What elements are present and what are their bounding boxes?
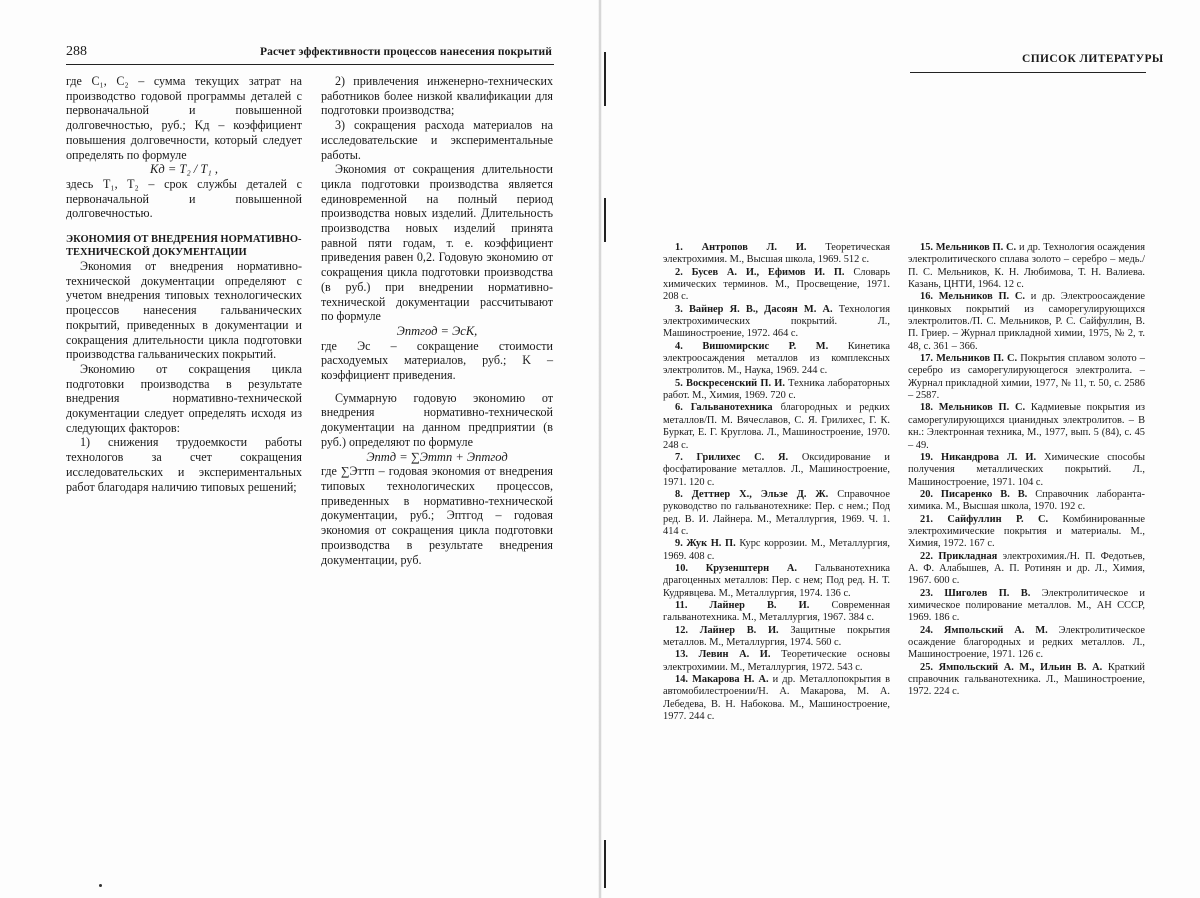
bibliography-column-1 [663,242,890,723]
page-number: 288 [66,44,87,59]
bibliography-column-2 [908,242,1145,699]
reference-author: 8. Деттнер Х., Эльзе Д. Ж. [675,488,829,500]
reference-text: и др. Электроосаждение цинковых покрытий из саморегулирующихся электролитов./П. С. Мельников, Р. С. Сайфуллин, В. П. Гриер. – Журнал прикладной химии, 1975, № 2, т. 48, с. 361 – 366. [908,291,1145,352]
reference-author: 15. Мельников П. С. [920,242,1017,253]
reference-text: благородных и редких металлов/П. М. Вячеславов, С. Я. Грилихес, Г. К. Буркат, Е. Г. Круглова. Л., Машиностроение, 1970. 248 с. [663,402,890,451]
reference-author: 14. Макарова Н. А. [675,674,769,686]
reference-author: 21. Сайфуллин Р. С. [920,513,1049,525]
paragraph: где C₁, C₂ – сумма текущих затрат на производство годовой программы деталей с первоначальной и повышенной долговечностью, руб.; Kд – коэффициент повышения долговечности, который следует определять по формуле [66,74,302,162]
reference-text: Гальванотехника драгоценных металлов: Пер. с нем; Под ред. Н. Т. Кудрявцева. М., Металлургия, 1974. 136 с. [663,562,891,599]
reference-text: Технология электрохимических покрытий. Л., Машиностроение, 1972. 464 с. [663,303,890,340]
reference-entry [663,267,890,304]
reference-author: 4. Вишомирскис Р. М. [675,340,829,352]
reference-author: 16. Мельников П. С. [920,291,1025,303]
paragraph: здесь T₁, T₂ – срок службы деталей с первоначальной и повышенной долговечностью. [66,176,302,221]
paragraph: Экономию от сокращения цикла подготовки производства в результате внедрения нормативно-технической документации следует определять исходя из следующих факторов: [66,361,302,435]
running-head: Расчет эффективности процессов нанесения покрытий [260,46,552,58]
reference-entry [908,551,1145,588]
reference-text: Теоретическая электрохимия. М., Высшая школа, 1969. 512 с. [663,242,890,266]
reference-entry [663,489,890,538]
reference-entry [908,291,1145,353]
reference-author: 1. Антропов Л. И. [675,242,807,253]
reference-text: Электролитическое осаждение благородных и редких металлов. Л., Машиностроение, 1971. 126 с. [908,624,1145,661]
reference-entry [908,489,1145,514]
reference-author: 2. Бусев А. И., Ефимов И. П. [675,266,845,278]
reference-entry [908,452,1145,489]
reference-text: электрохимия./Н. П. Федотьев, А. Ф. Алабышев, А. П. Ротинян и др. Л., Химия, 1967. 600 с. [908,550,1145,587]
reference-text: Защитные покрытия металлов. М., Металлургия, 1974. 560 с. [663,624,890,648]
reference-entry [663,452,890,489]
reference-entry [663,378,890,403]
header-rule [66,64,554,65]
reference-author: 24. Ямпольский А. М. [920,624,1048,636]
reference-author: 19. Никандрова Л. И. [920,451,1037,463]
reference-entry [908,514,1145,551]
reference-author: 10. Крузенштерн А. [675,562,798,574]
section-heading: ЭКОНОМИЯ ОТ ВНЕДРЕНИЯ НОРМАТИВНО-ТЕХНИЧЕСКОЙ ДОКУМЕНТАЦИИ [66,234,302,259]
reference-text: Современная гальванотехника. М., Металлургия, 1967. 384 с. [663,599,890,624]
reference-text: Электролитическое и химическое полирование металлов. М., АН СССР, 1969. 186 с. [908,587,1145,624]
reference-text: и др. Технология осаждения электролитического сплава золото – серебро – медь./П. С. Мельников, К. Н. Любимова, Т. Н. Валиева. Казань, ЦНТИ, 1964. 12 с. [908,242,1145,291]
reference-text: Комбинированные электрохимические покрытия и материалы. М., Химия, 1972. 167 с. [908,513,1145,550]
reference-entry [663,625,890,650]
reference-entry [663,563,890,600]
paragraph: Экономия от сокращения длительности цикла подготовки производства является единовременной на полный период производства новых изделий. Длительность производства новых изделий принята равной пяти годам, т. е. коэффициент приведения равен 0,2. Годовую экономию от сокращения цикла подготовки производства (в руб.) при внедрении нормативно-технической документации рассчитывают по формуле [321,162,553,324]
text-column-2 [321,74,553,567]
reference-text: Краткий справочник гальванотехника. Л., Машиностроение, 1972. 224 с. [908,661,1145,698]
paragraph: где ∑Эттп – годовая экономия от внедрения типовых технологических процессов, приведенных в нормативно-технической документации, руб.; Эптгод – годовая экономия от сокращения цикла подготовки производства в результате внедрения документации, руб. [321,464,553,567]
reference-author: 17. Мельников П. С. [920,353,1018,365]
spacer [66,221,302,233]
formula-sum: Эптд = ∑Эттп + Эптгод [366,449,508,464]
reference-text: Теоретические основы электрохимии. М., Металлургия, 1972. 543 с. [663,649,890,673]
reference-text: Техника лабораторных работ. М., Химия, 1969. 720 с. [663,377,890,402]
reference-entry [663,649,890,674]
list-item: 1) снижения трудоемкости работы технологов за счет сокращения исследовательских и экспериментальных работ благодаря наличию типовых решений; [66,435,302,494]
formula-egod: Эптгод = ЭсK, [396,323,478,338]
reference-entry [663,600,890,625]
header-rule [910,72,1146,73]
reference-entry [908,353,1145,402]
paragraph: Экономия от внедрения нормативно-технической документации определяют с учетом внедрения типовых технологических процессов нанесения гальванических покрытий, приведенных в документации и сокращения длительности цикла подготовки производства гальванических покрытий. [66,259,302,362]
list-item: 2) привлечения инженерно-технических работников более низкой квалификации для подготовки производства; [321,74,553,118]
reference-author: 9. Жук Н. П. [675,538,736,550]
reference-text: Кинетика электроосаждения металлов из комплексных электролитов. М., Наука, 1969. 244 с. [663,340,890,377]
scan-speck [99,884,102,887]
reference-entry [663,242,890,267]
spacer [321,383,553,391]
reference-entry [663,538,890,563]
reference-author: 3. Вайнер Я. В., Дасоян М. А. [675,303,833,315]
reference-text: Оксидирование и фосфатирование металлов. Л., Машиностроение, 1971. 120 с. [663,451,890,488]
reference-text: и др. Металлопокрытия в автомобилестроении/Н. А. Макарова, М. А. Лебедева, В. Н. Набокова. М., Машиностроение, 1977. 244 с. [663,674,890,723]
reference-author: 5. Воскресенский П. И. [675,377,785,389]
reference-text: Покрытия сплавом золото – серебро из саморегулирующегося электролита. – Журнал прикладной химии, 1977, № 11, т. 50, с. 2586 – 2587. [908,353,1145,402]
reference-text: Химические способы получения металлических покрытий. Л., Машиностроение, 1971. 104 с. [908,451,1145,488]
reference-entry [663,402,890,451]
reference-author: 18. Мельников П. С. [920,402,1026,414]
bibliography-title: СПИСОК ЛИТЕРАТУРЫ [1022,53,1164,65]
list-item: 3) сокращения расхода материалов на исследовательские и экспериментальные работы. [321,118,553,162]
reference-author: 23. Шиголев П. В. [920,587,1031,599]
reference-entry [908,242,1145,291]
reference-author: 12. Лайнер В. И. [675,624,779,636]
reference-text: Словарь химических терминов. М., Просвещение, 1971. 208 с. [663,266,890,303]
reference-author: 7. Грилихес С. Я. [675,451,789,463]
reference-author: 11. Лайнер В. И. [675,599,810,611]
reference-entry [663,674,890,723]
reference-entry [908,625,1145,662]
paragraph: Суммарную годовую экономию от внедрения нормативно-технической документации на данном предприятии (в руб.) определяют по формуле [321,390,553,449]
reference-author: 22. Прикладная [920,550,998,562]
reference-text: Курс коррозии. М., Металлургия, 1969. 408 с. [663,538,890,562]
text-column-1 [66,74,302,494]
reference-entry [908,588,1145,625]
paragraph: где Эс – сокращение стоимости расходуемых материалов, руб.; K – коэффициент приведения. [321,338,553,383]
reference-text: Кадмиевые покрытия из саморегулирующихся цианидных электролитов. – В кн.: Электронная техника, М., 1977, вып. 5 (84), с. 45 – 49. [908,402,1145,451]
reference-author: 13. Левин А. И. [675,649,771,661]
reference-author: 25. Ямпольский А. М., Ильин В. А. [920,661,1103,673]
reference-text: Справочное руководство по гальванотехнике: Пер. с нем.; Под ред. В. И. Лайнера. М., Металлургия, 1969. Ч. 1. 414 с. [663,488,890,537]
reference-entry [663,341,890,378]
reference-entry [908,662,1145,699]
reference-author: 20. Писаренко В. В. [920,488,1028,500]
reference-text: Справочник лаборанта-химика. М., Высшая школа, 1970. 192 с. [908,488,1145,513]
reference-entry [908,402,1145,451]
reference-entry [663,304,890,341]
formula-kd: Kд = T₂ / T₁ , [150,162,218,177]
reference-author: 6. Гальванотехника [675,402,773,414]
